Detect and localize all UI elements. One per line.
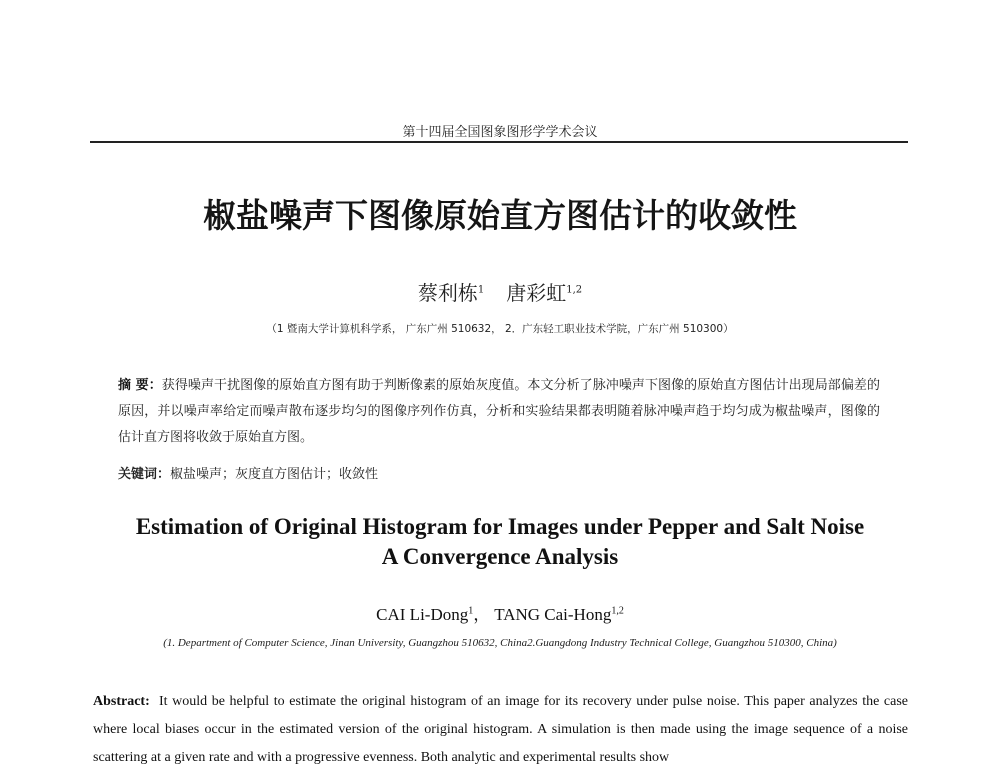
affiliation-chinese: （1 暨南大学计算机科学系， 广东广州 510632， 2．广东轻工职业技术学院，广东广州 510300） bbox=[266, 323, 734, 335]
abstract-english-text: It would be helpful to estimate the original histogram of an image for its recovery under pulse noise. This paper analyzes the case where local biases occur in the estimated version of the original histogram. A simulation is then made using the image sequence of a noise scattering at a given rate and with a progressive evenness. Both analytic and experimental results show bbox=[93, 694, 908, 765]
author-tang-en: TANG Cai-Hong bbox=[494, 605, 612, 624]
authors-chinese bbox=[0, 277, 1000, 306]
header-rule bbox=[90, 141, 908, 143]
abstract-chinese bbox=[118, 373, 880, 451]
abstract-english-label: Abstract: bbox=[93, 694, 150, 709]
keywords-chinese bbox=[118, 463, 880, 482]
author-cai-en-affil: 1 bbox=[468, 605, 474, 617]
abstract-chinese-label: 摘 要： bbox=[118, 378, 162, 393]
author-tang-en-affil: 1,2 bbox=[611, 605, 624, 617]
author-cai: 蔡利栋 bbox=[417, 281, 478, 305]
keywords-text: 椒盐噪声；灰度直方图估计；收敛性 bbox=[170, 467, 379, 482]
author-tang-affil: 1,2 bbox=[566, 284, 583, 296]
keywords-label: 关键词： bbox=[118, 467, 171, 482]
author-tang: 唐彩虹 bbox=[506, 281, 567, 305]
conference-header: 第十四届全国图象图形学学术会议 bbox=[402, 125, 598, 140]
author-cai-en: CAI Li-Dong bbox=[376, 605, 469, 624]
title-english bbox=[60, 512, 940, 572]
abstract-chinese-text: 获得噪声干扰图像的原始直方图有助于判断像素的原始灰度值。本文分析了脉冲噪声下图像的原始直方图估计出现局部偏差的原因，并以噪声率给定而噪声散布逐步均匀的图像序列作仿真，分析和实验结果都表明随着脉冲噪声趋于均匀成为椒盐噪声，图像的估计直方图将收敛于原始直方图。 bbox=[118, 378, 880, 445]
author-separator: ， bbox=[473, 605, 491, 624]
title-chinese: 椒盐噪声下图像原始直方图估计的收敛性 bbox=[203, 196, 797, 235]
authors-english bbox=[0, 600, 1000, 625]
title-english-line2: A Convergence Analysis bbox=[381, 544, 619, 569]
abstract-english bbox=[93, 688, 908, 772]
author-cai-affil: 1 bbox=[477, 284, 485, 296]
affiliation-english: (1. Department of Computer Science, Jinan University, Guangzhou 510632, China2.Guangdong Industry Technical College, Guangzhou 510300, China) bbox=[163, 637, 837, 649]
title-english-line1: Estimation of Original Histogram for Images under Pepper and Salt Noise bbox=[135, 514, 865, 539]
